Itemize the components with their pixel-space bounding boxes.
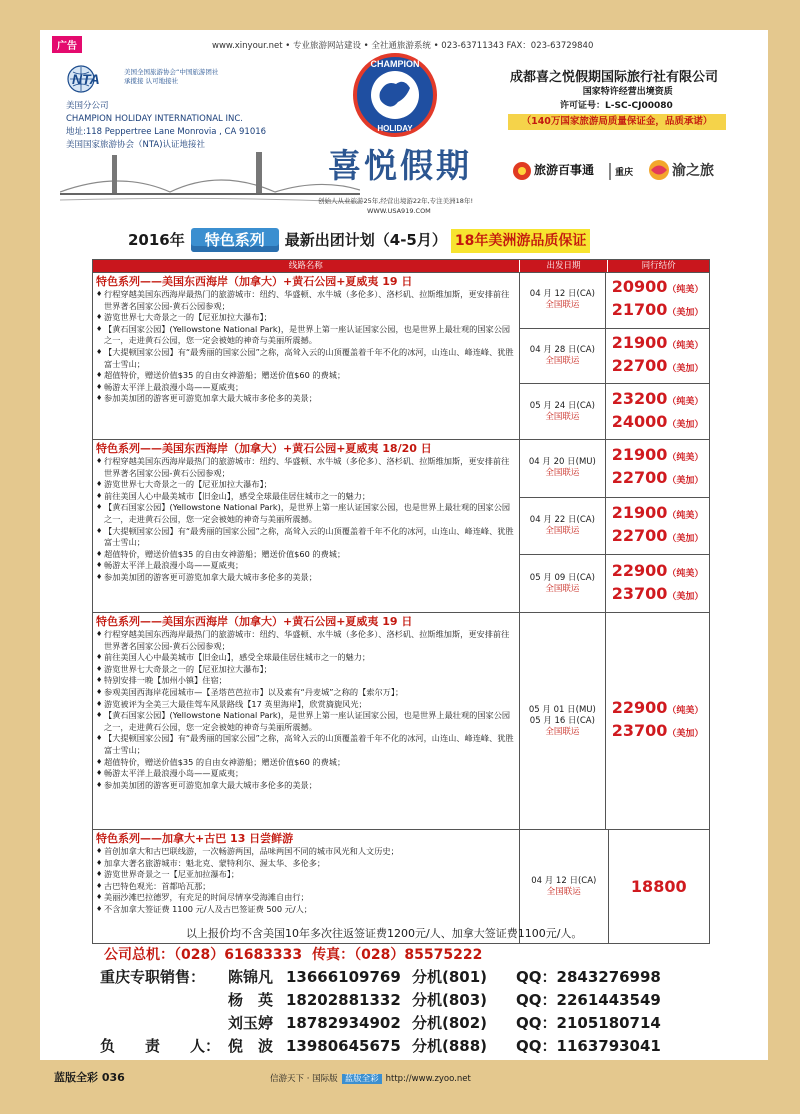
price-kind: （美加）	[667, 364, 704, 374]
tour-highlight-item: ♦ 畅游太平洋上最浪漫小岛——夏威夷；	[96, 382, 516, 394]
tour-highlight-item: ♦ 美丽沙滩巴拉德罗，有充足的时间尽情享受海滩自由行；	[96, 892, 516, 904]
partner-logo-yuzhilv	[648, 157, 728, 185]
price-value: 22900	[611, 560, 668, 580]
tour-highlight-item: ♦ 参加美加团的游客更可游览加拿大最大城市多伦多的美景；	[96, 393, 516, 405]
departure-date: 04 月 20 日(MU) 全国联运	[520, 440, 606, 497]
tour-row	[93, 272, 709, 439]
tour-highlight-item: ♦ 参加美加团的游客更可游览加拿大最大城市多伦多的美景；	[96, 572, 516, 584]
footer-center: 信游天下 · 国际版 蓝版全彩 http://www.zyoo.net	[270, 1074, 471, 1084]
tour-highlight-item: ♦ 前往美国人心中最美城市【旧金山】，感受全球最佳居住城市之一的魅力；	[96, 652, 516, 664]
tour-highlight-item: ♦ 【黄石国家公园】(Yellowstone National Park)，是世界上第一座认证国家公园，也是世界上最壮观的国家公园之一，走进黄石公园，您一定会被她的神奇与美丽所震撼。	[96, 324, 516, 347]
price-value: 22700	[611, 356, 668, 375]
price-line	[612, 721, 709, 744]
departure-price	[606, 329, 709, 384]
nta-logo	[66, 64, 120, 94]
price-value: 22700	[611, 526, 668, 545]
departure-date: 05 月 09 日(CA) 全国联运	[520, 555, 606, 612]
series-badge: 特色系列	[191, 228, 279, 252]
price-kind: （纯美）	[667, 511, 704, 521]
price-kind: （纯美）	[667, 706, 704, 716]
price-value: 18800	[630, 877, 687, 896]
price-kind: （纯美）	[667, 285, 704, 296]
price-line	[612, 584, 709, 607]
price-value: 23200	[611, 388, 668, 408]
price-line	[612, 526, 709, 549]
tour-description	[93, 273, 520, 439]
departure-note: 全国联运	[545, 583, 580, 594]
departure-row	[520, 383, 709, 439]
tour-highlight-item: ♦ 【黄石国家公园】(Yellowstone National Park)，是世界上第一座认证国家公园，也是世界上最壮观的国家公园之一，走进黄石公园，您一定会被她的神奇与美丽所震撼。	[96, 502, 516, 525]
price-kind: （美加）	[667, 591, 704, 602]
tour-highlight-item: ♦ 古巴特色观光：首都哈瓦那；	[96, 881, 516, 893]
plan-title: 最新出团计划（4-5月）	[284, 231, 447, 249]
staff-row: 负 责 人： 倪 波 13980645675 分机(888) QQ：1163793041	[100, 1037, 661, 1055]
price-line	[612, 503, 709, 526]
departure-row	[520, 497, 709, 555]
table-header	[93, 260, 709, 272]
price-value: 20900	[611, 277, 668, 297]
departure-date: 05 月 01 日(MU) 05 月 16 日(CA) 全国联运	[520, 613, 606, 829]
departure-row	[520, 273, 709, 328]
departure-price	[609, 830, 709, 943]
price-line	[612, 389, 709, 412]
company-license: 国家特许经营出境资质 许可证号：L-SC-CJ00080	[560, 87, 673, 111]
footer-url[interactable]: http://www.zyoo.net	[385, 1074, 471, 1084]
departure-date: 04 月 12 日(CA) 全国联运	[520, 273, 606, 328]
tour-highlight-item: ♦ 行程穿越美国东西海岸最热门的旅游城市：纽约、华盛顿、水牛城（多伦多）、洛杉矶、拉斯维加斯，更安排前往世界著名国家公园-黄石公园参观；	[96, 456, 516, 479]
tour-highlights	[96, 456, 516, 584]
price-value: 21900	[611, 445, 668, 465]
tour-description	[93, 613, 520, 829]
fax-number: 传真：（028）85575222	[312, 947, 483, 963]
tour-highlight-item: ♦ 行程穿越美国东西海岸最热门的旅游城市：纽约、华盛顿、水牛城（多伦多）、洛杉矶、拉斯维加斯，更安排前往世界著名国家公园-黄石公园参观；	[96, 629, 516, 652]
price-kind: （美加）	[667, 534, 704, 544]
tour-highlight-item: ♦ 游览世界七大奇景之一的【尼亚加拉大瀑布】；	[96, 664, 516, 676]
tour-highlight-item: ♦ 首创加拿大和古巴联线游，一次畅游两国，品味两国不同的城市风光和人文历史；	[96, 846, 516, 858]
tour-description	[93, 440, 520, 612]
tour-highlight-item: ♦ 超值特价，赠送价值$35 的自由女神游船；赠送价值$60 的费城；	[96, 757, 516, 769]
tour-row	[93, 439, 709, 612]
price-line	[612, 333, 709, 356]
departure-price	[606, 273, 709, 328]
departures	[520, 613, 709, 829]
tour-highlight-item: ♦ 前往美国人心中最美城市【旧金山】，感受全球最佳居住城市之一的魅力；	[96, 491, 516, 503]
header-date: 出发日期	[520, 260, 609, 272]
plan-year: 2016年	[128, 231, 185, 249]
price-value: 21900	[611, 333, 668, 352]
departure-price	[606, 384, 709, 439]
champion-holiday-logo	[352, 52, 438, 138]
footer-badge: 蓝版全彩	[342, 1074, 382, 1084]
page-number: 蓝版全彩 036	[54, 1071, 125, 1084]
visa-note: 以上报价均不含美国10年多次往返签证费1200元/人、加拿大签证费1100元/人。	[186, 927, 583, 940]
tour-row	[93, 612, 709, 829]
price-value: 23700	[611, 721, 668, 740]
tour-highlight-item: ♦ 游览被评为全美三大最佳驾车风景路线【17 英里海岸】，欣赏旖旎风光；	[96, 699, 516, 711]
price-line	[631, 877, 687, 896]
departure-date: 05 月 24 日(CA) 全国联运	[520, 384, 606, 439]
departure-note: 全国联运	[545, 726, 580, 737]
hq-phone: 公司总机：（028）61683333	[104, 947, 303, 963]
price-value: 22900	[611, 698, 668, 717]
tour-highlight-item: ♦ 畅游太平洋上最浪漫小岛——夏威夷；	[96, 768, 516, 780]
tour-highlight-item: ♦ 行程穿越美国东西海岸最热门的旅游城市：纽约、华盛顿、水牛城（多伦多）、洛杉矶、拉斯维加斯，更安排前往世界著名国家公园-黄石公园参观；	[96, 289, 516, 312]
price-kind: （纯美）	[667, 341, 704, 351]
departure-price	[606, 555, 709, 612]
tour-highlight-item: ♦ 加拿大著名旅游城市：魁北克、蒙特利尔、渥太华、多伦多；	[96, 858, 516, 870]
price-value: 24000	[611, 411, 668, 431]
price-kind: （纯美）	[667, 453, 704, 464]
svg-text:旅游百事通: 旅游百事通	[534, 163, 595, 177]
tour-title: 特色系列——美国东西海岸（加拿大）+黄石公园+夏威夷 18/20 日	[96, 442, 432, 455]
tour-highlight-item: ♦ 【大提顿国家公园】有“最秀丽的国家公园”之称，高耸入云的山顶覆盖着千年不化的冰河，山连山、峰连峰、犹胜富士雪山；	[96, 526, 516, 549]
tour-highlight-item: ♦ 游览世界七大奇景之一的【尼亚加拉大瀑布】；	[96, 479, 516, 491]
tour-highlight-item: ♦ 参加美加团的游客更可游览加拿大最大城市多伦多的美景；	[96, 780, 516, 792]
top-contact-line: www.xinyour.net • 专业旅游网站建设 • 全社通旅游系统 • 023-63711343 FAX：023-63729840	[212, 41, 594, 51]
departure-date: 04 月 22 日(CA) 全国联运	[520, 498, 606, 555]
price-line	[612, 445, 709, 468]
price-kind: （纯美）	[667, 396, 704, 407]
svg-text:重庆: 重庆	[615, 168, 634, 178]
price-line	[612, 356, 709, 379]
price-line	[612, 698, 709, 721]
price-line	[612, 561, 709, 584]
price-value: 21700	[611, 300, 668, 320]
departure-note: 全国联运	[545, 526, 580, 536]
price-kind: （美加）	[667, 308, 704, 319]
nta-small-text: 美国全国旅游协会“中国旅游团社 承揽接 认可地接社	[124, 68, 219, 85]
tour-highlight-item: ♦ 游览世界奇景之一【尼亚加拉瀑布】；	[96, 869, 516, 881]
departure-note: 全国联运	[545, 468, 580, 479]
brand-slogan: 创始人从业旅游25年,经营出境游22年,专注美洲18年!	[318, 197, 474, 205]
price-kind: （美加）	[667, 419, 704, 430]
price-kind: （美加）	[667, 729, 704, 739]
tour-highlight-item: ♦ 超值特价，赠送价值$35 的自由女神游船；赠送价值$60 的费城；	[96, 549, 516, 561]
price-line	[612, 300, 709, 323]
tour-highlight-item: ♦ 游览世界七大奇景之一的【尼亚加拉大瀑布】；	[96, 312, 516, 324]
departure-date: 04 月 12 日(CA) 全国联运	[520, 830, 609, 943]
departure-price	[606, 440, 709, 497]
departure-note: 全国联运	[545, 300, 580, 311]
tour-highlight-item: ♦ 不含加拿大签证费 1100 元/人及古巴签证费 500 元/人；	[96, 904, 516, 916]
departure-row	[520, 440, 709, 497]
tour-highlight-item: ♦ 【黄石国家公园】(Yellowstone National Park)，是世界上第一座认证国家公园，也是世界上最壮观的国家公园之一，走进黄石公园，您一定会被她的神奇与美丽所震撼。	[96, 710, 516, 733]
departure-price	[606, 498, 709, 555]
company-phone-line	[104, 944, 492, 964]
departure-note: 全国联运	[546, 886, 581, 897]
price-kind: （美加）	[667, 476, 704, 487]
departures	[520, 440, 709, 612]
golden-gate-bridge-image	[60, 150, 360, 205]
price-value: 21900	[611, 503, 668, 522]
tour-highlight-item: ♦ 【大提顿国家公园】有“最秀丽的国家公园”之称，高耸入云的山顶覆盖着千年不化的冰河，山连山、峰连峰、犹胜富士雪山；	[96, 733, 516, 756]
departure-date: 04 月 28 日(CA) 全国联运	[520, 329, 606, 384]
departure-note: 全国联运	[545, 356, 580, 366]
departure-row	[520, 613, 709, 829]
price-line	[612, 277, 709, 300]
staff-row: 重庆专职销售： 陈锦凡 13666109769 分机(801) QQ：2843276998	[100, 968, 661, 986]
departure-price	[606, 613, 709, 829]
header-price: 同行结价	[641, 261, 676, 271]
price-kind: （纯美）	[667, 568, 704, 579]
departure-row	[520, 328, 709, 384]
departures	[520, 273, 709, 439]
tour-table	[92, 259, 710, 944]
price-value: 23700	[611, 583, 668, 603]
quality-banner: 18年美洲游品质保证	[451, 229, 590, 253]
price-line	[612, 468, 709, 491]
tour-highlights	[96, 289, 516, 405]
tour-highlight-item: ♦ 畅游太平洋上最浪漫小岛——夏威夷；	[96, 560, 516, 572]
tour-highlights	[96, 846, 516, 916]
tour-title: 特色系列——美国东西海岸（加拿大）+黄石公园+夏威夷 19 日	[96, 275, 413, 288]
staff-contacts	[100, 966, 720, 1058]
svg-text:NTA: NTA	[72, 71, 100, 87]
staff-row: 刘玉婷 18782934902 分机(802) QQ：2105180714	[228, 1014, 661, 1032]
tour-highlight-item: ♦ 超值特价，赠送价值$35 的自由女神游船；赠送价值$60 的费城；	[96, 370, 516, 382]
price-line	[612, 412, 709, 435]
svg-text:CHAMPION: CHAMPION	[370, 59, 420, 69]
departure-row	[520, 554, 709, 612]
tour-title: 特色系列——加拿大+古巴 13 日尝鲜游	[96, 832, 294, 845]
tour-highlight-item: ♦ 【大提顿国家公园】有“最秀丽的国家公园”之称，高耸入云的山顶覆盖着千年不化的冰河，山连山、峰连峰、犹胜富士雪山；	[96, 347, 516, 370]
tour-highlight-item: ♦ 特别安排一晚【加州小镇】住宿；	[96, 675, 516, 687]
brand-website: WWW.USA919.COM	[367, 207, 431, 215]
company-name: 成都喜之悦假期国际旅行社有限公司	[510, 70, 719, 85]
brand-title: 喜悦假期	[328, 146, 472, 185]
guarantee-banner: （140万国家旅游局质量保证金，品质承诺）	[508, 114, 726, 130]
header-route: 线路名称	[93, 260, 520, 272]
plan-heading	[128, 228, 590, 252]
ad-tag: 广告	[52, 36, 82, 53]
svg-text:HOLIDAY: HOLIDAY	[377, 124, 413, 133]
tour-highlight-item: ♦ 参观美国西海岸花园城市—【圣塔芭芭拉市】以及素有“丹麦城”之称的【索尔万】；	[96, 687, 516, 699]
staff-row: 杨 英 18202881332 分机(803) QQ：2261443549	[228, 991, 661, 1009]
usa-branch-info: 美国分公司 CHAMPION HOLIDAY INTERNATIONAL INC. 地址:118 Peppertree Lane Monrovia , CA 91016 美国国家旅游协会（NTA)认证地接社	[66, 101, 267, 150]
svg-text:渝之旅: 渝之旅	[672, 163, 714, 179]
tour-highlights	[96, 629, 516, 791]
price-value: 22700	[611, 468, 668, 488]
partner-logo-lvyoubaishitong	[512, 160, 638, 182]
departure-note: 全国联运	[545, 411, 580, 422]
tour-title: 特色系列——美国东西海岸（加拿大）+黄石公园+夏威夷 19 日	[96, 615, 413, 628]
